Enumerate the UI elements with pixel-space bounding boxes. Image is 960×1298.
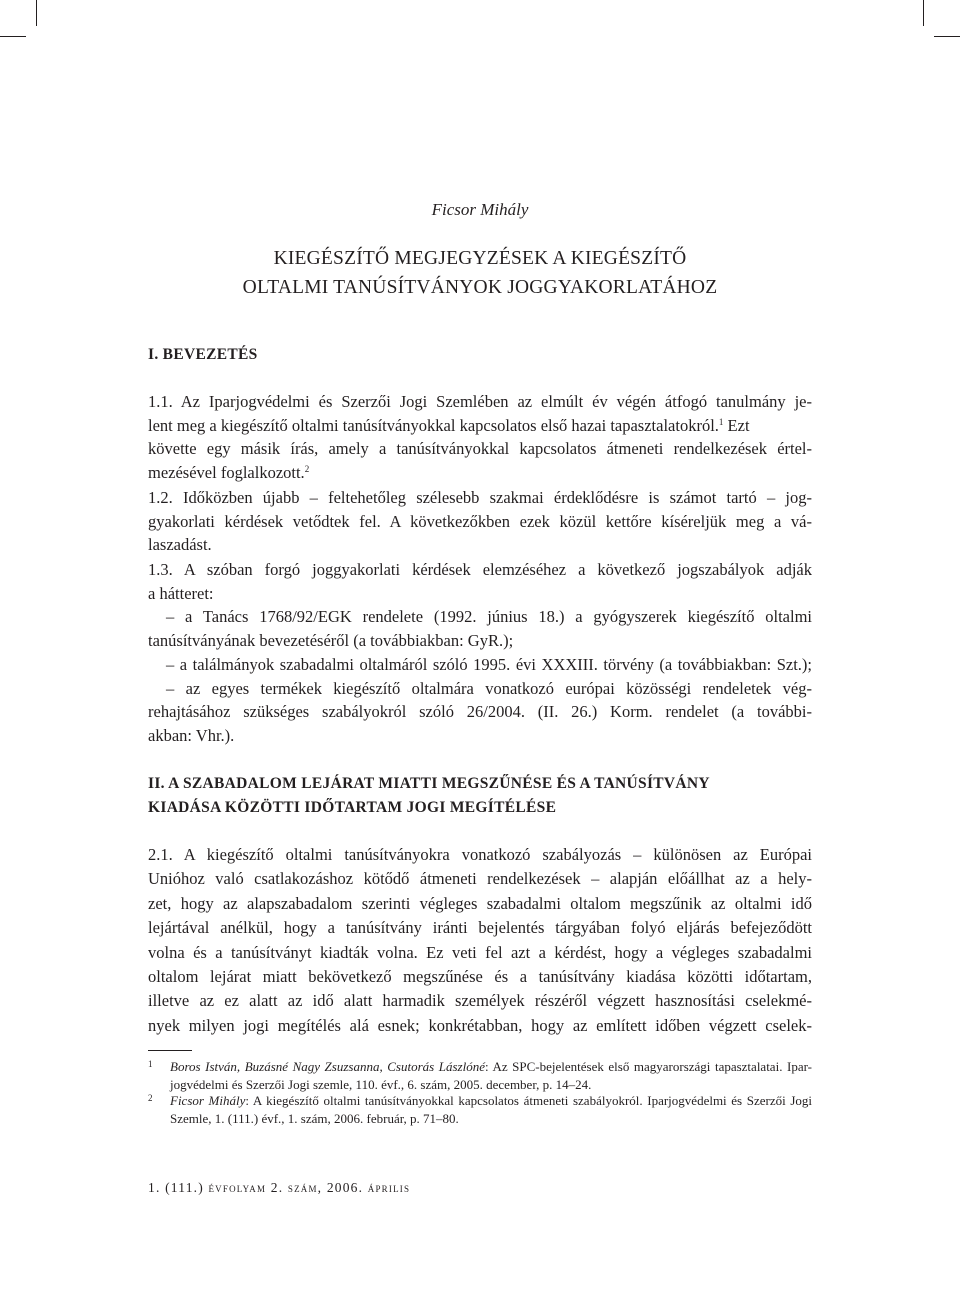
footnote-ref-2[interactable]: 2 — [304, 464, 310, 475]
text-line: követte egy másik írás, amely a tanúsítványokkal kapcsolatos átmeneti rendelkezések értel- — [148, 439, 812, 459]
section-heading-line: KIADÁSA KÖZÖTTI IDŐTARTAM JOGI MEGÍTÉLÉSE — [148, 799, 557, 816]
text-line: Unióhoz való csatlakozáshoz kötődő átmeneti rendelkezések – alapján előállhat az a hely- — [148, 869, 812, 889]
author-name: Ficsor Mihály — [431, 200, 529, 219]
paragraph-1-2 — [148, 486, 812, 557]
footnote-text: : A kiegészítő oltalmi tanúsítványokkal kapcsolatos átmeneti szabályokról. Iparjogvédelmi és Szerzői Jogi — [245, 1093, 812, 1108]
text-line: a hátteret: — [148, 583, 214, 603]
text-line: 1.2. Időközben újabb – feltehetőleg szélesebb szakmai érdeklődésre is számot tartó – jog- — [148, 488, 812, 507]
list-item-line: – az egyes termékek kiegészítő oltalmára vonatkozó európai közösségi rendeletek vég- — [166, 678, 812, 698]
text-line: laszadást. — [148, 535, 212, 555]
footnote-body — [170, 1092, 812, 1128]
text-line: 2.1. A kiegészítő oltalmi tanúsítványokra vonatkozó szabályozás – különösen az Európai — [148, 845, 812, 864]
crop-mark-top-left-vertical — [36, 0, 37, 26]
text-line: 1.1. Az Iparjogvédelmi és Szerzői Jogi Szemlében az elmúlt év végén átfogó tanulmány je- — [148, 392, 812, 411]
text-line: lejártával anélkül, hogy a tanúsítvány iránti bejelentés tárgyában folyó eljárás befejeződött — [148, 918, 812, 938]
crop-mark-top-right-horizontal — [934, 36, 960, 37]
footnote-line — [170, 1092, 812, 1110]
text-line — [148, 414, 812, 438]
footnote-number: 2 — [148, 1093, 153, 1103]
footnote-text: : Az SPC-bejelentések első magyarországi tapasztalatai. Ipar- — [485, 1059, 812, 1074]
text-line: volna és a tanúsítványt kiadták volna. Ez veti fel azt a kérdést, hogy a végleges szabadalmi — [148, 942, 812, 962]
section-heading-2 — [148, 772, 812, 820]
list-item-line: akban: Vhr.). — [148, 725, 235, 745]
footnote-body — [170, 1058, 812, 1094]
text-line: 1.3. A szóban forgó joggyakorlati kérdések elemzéséhez a következő jogszabályok adják — [148, 560, 812, 579]
section-heading-introduction: I. BEVEZETÉS — [148, 346, 258, 363]
text-line: oltalom lejárat miatt bekövetkező megszűnése és a tanúsítvány kiadása közötti időtartam, — [148, 967, 812, 987]
paragraph-1-3 — [148, 558, 812, 748]
text-line: nyek milyen jogi megítélés alá esnek; konkrétabban, hogy az említett időben végzett cselek- — [148, 1015, 812, 1035]
text-segment: lent meg a kiegészítő oltalmi tanúsítványokkal kapcsolatos első hazai tapasztalatokról. — [148, 415, 719, 435]
text-line — [148, 461, 812, 485]
article-title — [0, 244, 960, 302]
text-line: illetve az ez alatt az idő alatt harmadik személyek részéről végzett hasznosítási cselekmé- — [148, 991, 812, 1011]
footnote-line — [170, 1058, 812, 1076]
text-line: zet, hogy az alapszabadalom szerinti végleges szabadalmi oltalom megszűnik az oltalmi idő — [148, 893, 812, 913]
footnote-ref-1[interactable]: 1 — [718, 416, 724, 427]
text-line: gyakorlati kérdések vetődtek fel. A következőkben ezek közül kettőre kíséreljük meg a vá- — [148, 511, 812, 531]
paragraph-1-1 — [148, 390, 812, 485]
crop-mark-top-left-horizontal — [0, 36, 26, 37]
footnote-line: Szemle, 1. (111.) évf., 1. szám, 2006. február, p. 71–80. — [170, 1111, 459, 1126]
footnote-authors: Boros István, Buzásné Nagy Zsuzsanna, Csutorás Lászlóné — [170, 1059, 485, 1074]
page-footer: 1. (111.) évfolyam 2. szám, 2006. április — [148, 1180, 411, 1195]
list-item-line: – a Tanács 1768/92/EGK rendelete (1992. június 18.) a gyógyszerek kiegészítő oltalmi — [166, 607, 812, 627]
footnote-authors: Ficsor Mihály — [170, 1093, 246, 1108]
footnote-line: jogvédelmi és Szerzői Jogi szemle, 110. évf., 6. szám, 2005. december, p. 14–24. — [170, 1077, 592, 1092]
footnote-number: 1 — [148, 1059, 153, 1069]
footnote-1 — [148, 1058, 812, 1094]
crop-mark-top-right-vertical — [923, 0, 924, 26]
text-segment: mezésével foglalkozott. — [148, 463, 305, 483]
article-title-line: KIEGÉSZÍTŐ MEGJEGYZÉSEK A KIEGÉSZÍTŐ — [273, 248, 687, 269]
article-title-line: OLTALMI TANÚSÍTVÁNYOK JOGGYAKORLATÁHOZ — [242, 277, 718, 298]
list-item-line: tanúsítványának bevezetéséről (a továbbiakban: GyR.); — [148, 631, 514, 651]
list-item-line: rehajtásához szükséges szabályokról szóló 26/2004. (II. 26.) Korm. rendelet (a további- — [148, 702, 812, 722]
text-segment: Ezt — [723, 415, 750, 435]
footnote-2 — [148, 1092, 812, 1128]
list-item-line: – a találmányok szabadalmi oltalmáról szóló 1995. évi XXXIII. törvény (a továbbiakban: Szt.); — [166, 654, 812, 674]
section-heading-line: II. A SZABADALOM LEJÁRAT MIATTI MEGSZŰNÉSE ÉS A TANÚSÍTVÁNY — [148, 775, 710, 792]
footnote-separator — [148, 1050, 192, 1051]
paragraph-2-1 — [148, 843, 812, 1038]
